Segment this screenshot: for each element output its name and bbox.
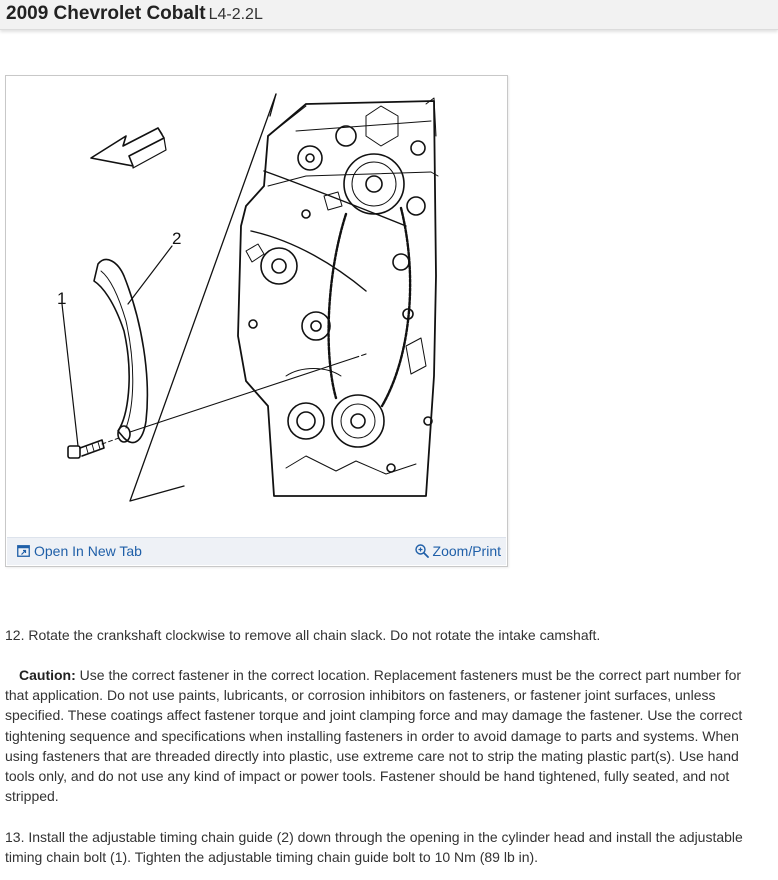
caution-label: Caution: bbox=[19, 667, 76, 683]
open-in-new-tab-link[interactable] bbox=[17, 543, 142, 559]
figure-toolbar bbox=[7, 537, 506, 565]
page-header bbox=[0, 0, 778, 30]
zoom-print-link[interactable] bbox=[415, 543, 501, 559]
open-in-new-tab-label: Open In New Tab bbox=[34, 543, 142, 559]
zoom-icon bbox=[415, 544, 429, 558]
adjustable-chain-guide bbox=[94, 260, 147, 443]
step-12: 12. Rotate the crankshaft clockwise to remove all chain slack. Do not rotate the intake camshaft. bbox=[5, 627, 601, 643]
timing-chain-guide-diagram bbox=[6, 76, 507, 538]
diagram-figure bbox=[5, 75, 508, 567]
guide-bolt bbox=[68, 440, 104, 458]
caution-paragraph bbox=[5, 665, 765, 806]
open-new-tab-icon bbox=[17, 545, 30, 557]
vehicle-title: 2009 Chevrolet Cobalt bbox=[6, 3, 206, 24]
engine-label: L4-2.2L bbox=[208, 6, 263, 23]
clipped-previous-text bbox=[0, 30, 778, 36]
callout-1: 1 bbox=[57, 289, 67, 308]
step-13: 13. Install the adjustable timing chain guide (2) down through the opening in the cylinder head and install the adjustable timing chain bolt (1). Tighten the adjustable timing chain guide bolt to 10 Nm (89 lb in). bbox=[5, 829, 743, 866]
callout-2: 2 bbox=[172, 229, 182, 248]
zoom-print-label: Zoom/Print bbox=[432, 543, 501, 559]
caution-text: Use the correct fastener in the correct location. Replacement fasteners must be the correct part number for that application. Do not use paints, lubricants, or corrosion inhibitors on fasteners, or fastener joint surfaces, unless specified. These coatings affect fastener torque and joint clamping force and may damage the fastener. Use the correct tightening sequence and specifications when installing fasteners in order to avoid damage to parts and systems. When using fasteners that are threaded directly into plastic, use extreme care not to strip the mating plastic part(s). Use hand tools only, and do not use any kind of impact or power tools. Fastener should be hand tightened, fully seated, and not stripped. bbox=[5, 667, 743, 805]
front-arrow-icon bbox=[91, 128, 164, 166]
